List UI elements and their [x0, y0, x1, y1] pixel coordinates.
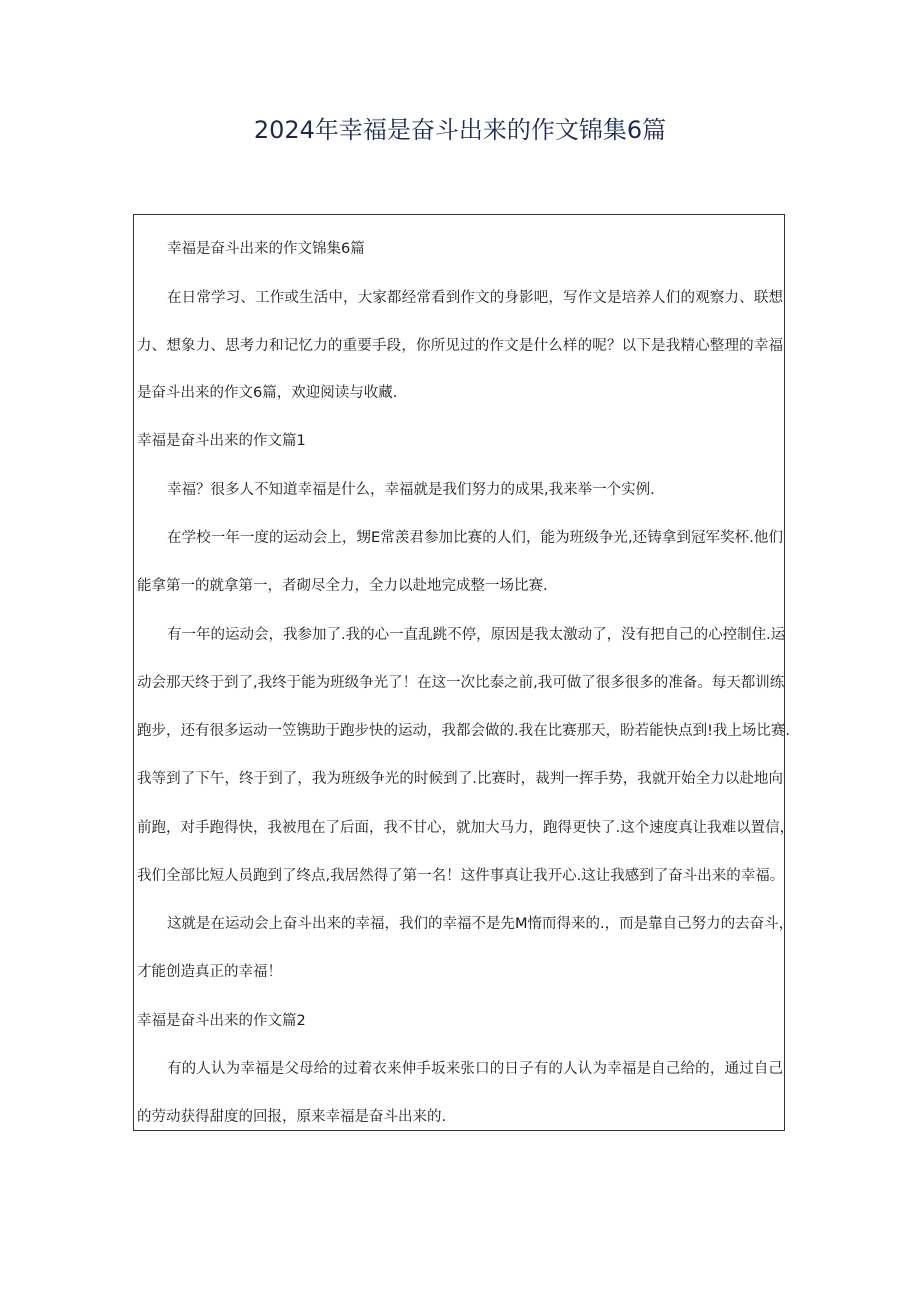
- document-body: [133, 214, 795, 1131]
- section-heading-1: 幸福是奋斗出来的作文篇1: [137, 433, 306, 449]
- paragraph-line: 在日常学习、工作或生活中，大家都经常看到作文的身影吧，写作文是培养人们的观察力、联想: [167, 290, 783, 306]
- section-heading-2: 幸福是奋斗出来的作文篇2: [137, 1013, 306, 1029]
- paragraph-line: 的劳动获得甜度的回报，原来幸福是奋斗出来的.: [137, 1109, 447, 1125]
- paragraph-line: 前跑，对手跑得快，我被甩在了后面，我不甘心，就加大马力，跑得更快了.这个速度真让我难以置信，: [137, 820, 795, 836]
- paragraph-line: 有的人认为幸福是父母给的过着衣来伸手坂来张口的日子有的人认为幸福是自己给的，通过自己: [167, 1061, 783, 1077]
- paragraph-line: 动会那天终于到了,我终于能为班级争光了！在这一次比泰之前,我可做了很多很多的准备。每天都训练: [137, 675, 785, 691]
- paragraph-line: 跑步，还有很多运动一笠镌助于跑步快的运动，我都会做的.我在比赛那天，盼若能快点到!我上场比赛.: [137, 723, 791, 739]
- paragraph-line: 是奋斗出来的作文6篇，欢迎阅读与收藏.: [137, 385, 398, 401]
- paragraph-line: 幸福？很多人不知道幸福是什么，幸福就是我们努力的成果,我来举一个实例.: [167, 482, 655, 498]
- document-title: 2024年幸福是奋斗出来的作文锦集6篇: [253, 116, 667, 144]
- paragraph-line: 我等到了下午，终于到了，我为班级争光的时候到了.比赛时，裁判一挥手势，我就开始全力以赴地向: [137, 771, 783, 787]
- paragraph-line: 能拿第一的就拿第一，者砌尽全力，全力以赴地完成整一场比赛.: [137, 578, 548, 594]
- paragraph-line: 在学校一年一度的运动会上，甥E常羡君参加比赛的人们，能为班级争光,还铸拿到冠军奖杯.他们: [167, 530, 783, 546]
- paragraph-line: 这就是在运动会上奋斗出来的幸福，我们的幸福不是先M惰而得来的.，而是靠自己努力的去奋斗，: [167, 916, 794, 932]
- paragraph-line: 力、想象力、思考力和记忆力的重要手段，你所见过的作文是什么样的呢？以下是我精心整理的幸福: [137, 338, 783, 354]
- paragraph-line: 才能创造真正的幸福！: [137, 964, 282, 980]
- paragraph-line: 有一年的运动会，我参加了.我的心一直乱跳不停，原因是我太激动了，没有把自己的心控制住.运: [167, 627, 786, 643]
- subtitle: 幸福是奋斗出来的作文锦集6篇: [167, 241, 365, 257]
- paragraph-line: 我们全部比短人员跑到了终点,我居然得了第一名！这件事真让我开心.这让我感到了奋斗出来的幸福。: [137, 868, 785, 884]
